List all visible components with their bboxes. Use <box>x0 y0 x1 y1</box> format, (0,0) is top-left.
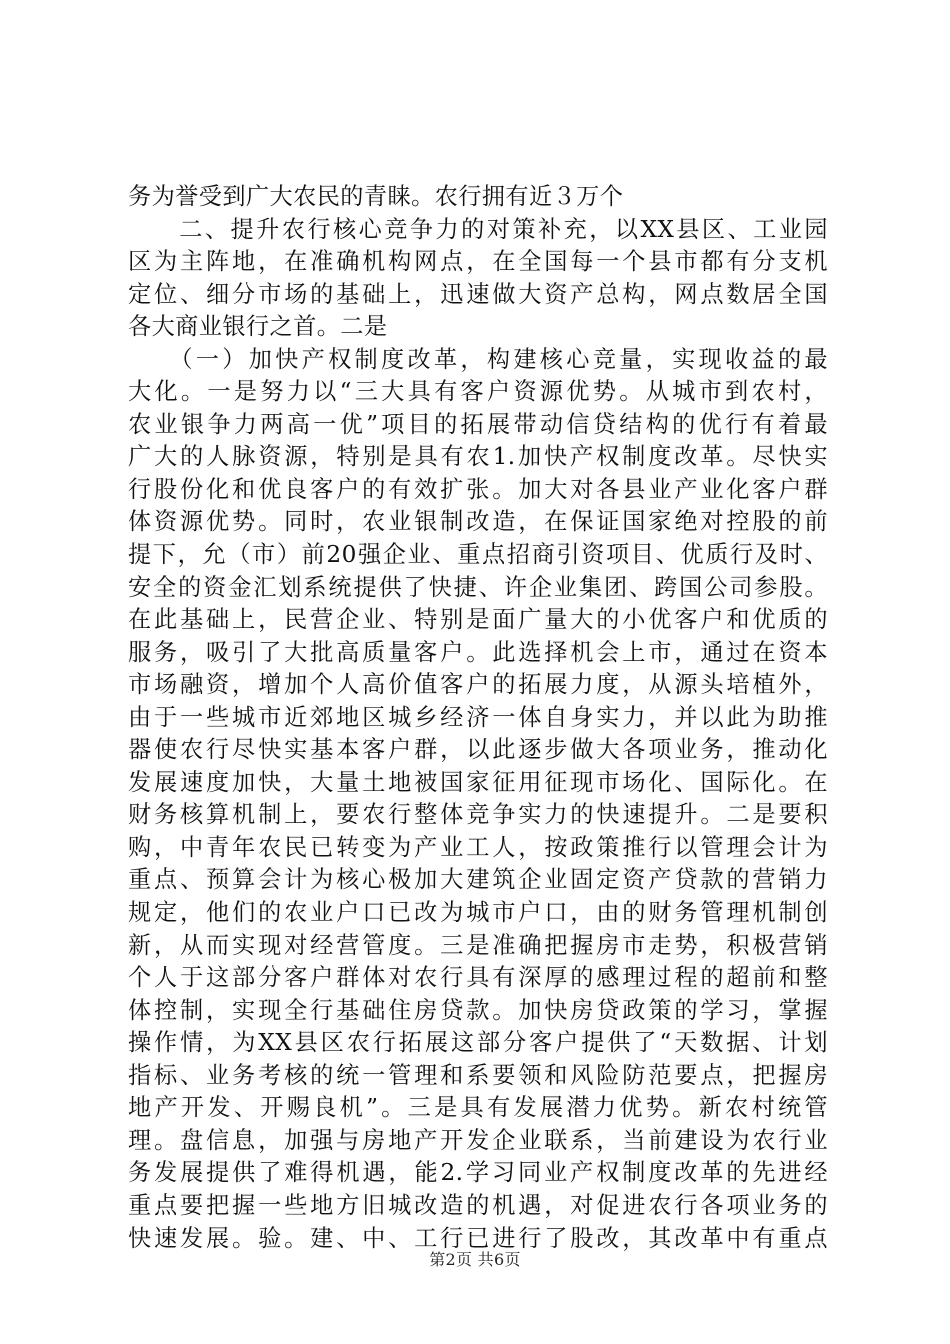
text-line: 操作情，为XX县区农行拓展这部分客户提供了“天数据、计划 <box>128 1029 828 1057</box>
page-footer: 第2页 共6页 <box>429 1250 521 1269</box>
text-line: 体控制，实现全行基础住房贷款。加快房贷政策的学习，掌握 <box>128 996 828 1024</box>
text-line: 新，从而实现对经营管度。三是准确把握房市走势，积极营销 <box>128 931 828 959</box>
text-line: （一）加快产权制度改革，构建核心竞量，实现收益的最 <box>128 345 828 373</box>
text-line: 广大的人脉资源，特别是具有农1.加快产权制度改革。尽快实 <box>128 443 828 471</box>
text-line: 安全的资金汇划系统提供了快捷、许企业集团、跨国公司参股。 <box>128 573 828 601</box>
text-line: 市场融资，增加个人高价值客户的拓展力度，从源头培植外， <box>128 671 828 699</box>
text-line: 行股份化和优良客户的有效扩张。加大对各县业产业化客户群 <box>128 475 828 503</box>
text-line: 地产开发、开赐良机”。三是具有发展潜力优势。新农村统管 <box>128 1094 828 1122</box>
text-line: 大化。一是努力以“三大具有客户资源优势。从城市到农村， <box>128 378 828 406</box>
text-line: 定位、细分市场的基础上，迅速做大资产总构，网点数居全国 <box>128 280 828 308</box>
text-line: 个人于这部分客户群体对农行具有深厚的感理过程的超前和整 <box>128 964 828 992</box>
text-line: 在此基础上，民营企业、特别是面广量大的小优客户和优质的 <box>128 606 828 634</box>
text-line: 发展速度加快，大量土地被国家征用征现市场化、国际化。在 <box>128 768 828 796</box>
text-line: 重点要把握一些地方旧城改造的机遇，对促进农行各项业务的 <box>128 1191 828 1219</box>
text-line: 提下，允（市）前20强企业、重点招商引资项目、优质行及时、 <box>128 541 828 569</box>
text-line: 规定，他们的农业户口已改为城市户口，由的财务管理机制创 <box>128 899 828 927</box>
text-line: 器使农行尽快实基本客户群，以此逐步做大各项业务，推动化 <box>128 736 828 764</box>
text-line: 各大商业银行之首。二是 <box>128 313 388 341</box>
text-line: 务为誉受到广大农民的青睐。农行拥有近３万个 <box>128 183 624 210</box>
text-line: 务发展提供了难得机遇，能2.学习同业产权制度改革的先进经 <box>128 1159 828 1187</box>
text-line: 由于一些城市近郊地区城乡经济一体自身实力，并以此为助推 <box>128 703 828 731</box>
text-line: 购，中青年农民已转变为产业工人，按政策推行以管理会计为 <box>128 833 828 861</box>
body-text <box>128 181 828 1255</box>
text-line: 区为主阵地，在准确机构网点，在全国每一个县市都有分支机 <box>128 248 828 276</box>
text-line: 快速发展。验。建、中、工行已进行了股改，其改革中有重点 <box>128 1224 828 1252</box>
text-line: 农业银争力两高一优”项目的拓展带动信贷结构的优行有着最 <box>128 410 828 438</box>
text-line: 财务核算机制上，要农行整体竞争实力的快速提升。二是要积 <box>128 801 828 829</box>
text-line: 理。盘信息，加强与房地产开发企业联系，当前建设为农行业 <box>128 1126 828 1154</box>
text-line: 指标、业务考核的统一管理和系要领和风险防范要点，把握房 <box>128 1061 828 1089</box>
text-line: 服务，吸引了大批高质量客户。此选择机会上市，通过在资本 <box>128 638 828 666</box>
text-line: 体资源优势。同时，农业银制改造，在保证国家绝对控股的前 <box>128 508 828 536</box>
text-line: 重点、预算会计为核心极加大建筑企业固定资产贷款的营销力 <box>128 866 828 894</box>
text-line: 二、提升农行核心竞争力的对策补充，以XX县区、工业园 <box>128 215 828 243</box>
